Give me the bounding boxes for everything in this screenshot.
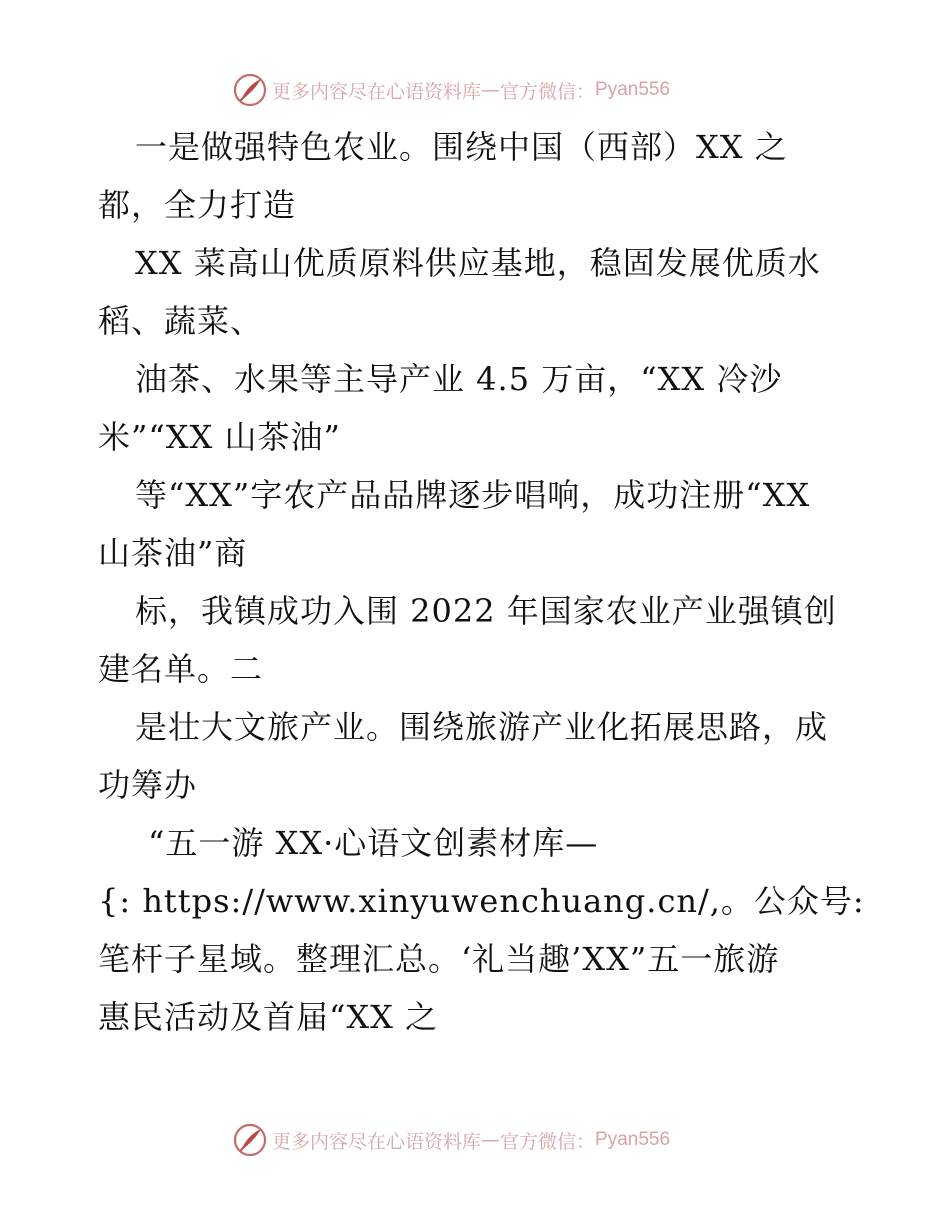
text-line: 稻、蔬菜、 xyxy=(98,302,264,340)
text-line: 油茶、水果等主导产业 4.5 万亩，“XX 冷沙 xyxy=(135,360,783,398)
text-line: 笔杆子星域。整理汇总。‘礼当趣’XX”五一旅游 xyxy=(98,940,780,978)
banner-slogan: 更多内容尽在心语资料库 xyxy=(272,1130,482,1153)
text-line: 一是做强特色农业。围绕中国（西部）XX 之 xyxy=(135,128,788,166)
text-line: XX 菜高山优质原料供应基地，稳固发展优质水 xyxy=(135,244,821,282)
text-line: {: https://www.xinyuwenchuang.cn/,。公众号: xyxy=(98,882,865,920)
feather-pen-logo-icon xyxy=(232,72,268,108)
text-line: 等“XX”字农产品品牌逐步唱响，成功注册“XX xyxy=(135,476,811,514)
document-body xyxy=(98,118,865,1046)
footer-watermark-banner xyxy=(232,1120,670,1160)
banner-slogan: 更多内容尽在心语资料库 xyxy=(272,80,482,103)
text-line: 山茶油”商 xyxy=(98,534,248,572)
text-line: 米”“XX 山茶油” xyxy=(98,418,341,456)
text-line: “五一游 XX·心语文创素材库— xyxy=(148,824,599,862)
banner-account: Pyan556 xyxy=(595,1129,671,1150)
text-line: 是壮大文旅产业。围绕旅游产业化拓展思路，成 xyxy=(135,708,829,746)
banner-dash: — xyxy=(481,79,501,101)
text-line: 惠民活动及首届“XX 之 xyxy=(98,998,439,1036)
header-watermark-banner xyxy=(232,70,670,110)
text-line: 功筹办 xyxy=(98,766,198,804)
text-line: 建名单。二 xyxy=(98,650,264,688)
text-line: 都，全力打造 xyxy=(98,186,297,224)
banner-dash: — xyxy=(481,1129,501,1151)
banner-wechat-label: 官方微信： xyxy=(500,80,596,103)
text-line: 标，我镇成功入围 2022 年国家农业产业强镇创 xyxy=(135,592,837,630)
banner-wechat-label: 官方微信： xyxy=(500,1130,596,1153)
feather-pen-logo-icon xyxy=(232,1122,268,1158)
banner-account: Pyan556 xyxy=(595,79,671,100)
